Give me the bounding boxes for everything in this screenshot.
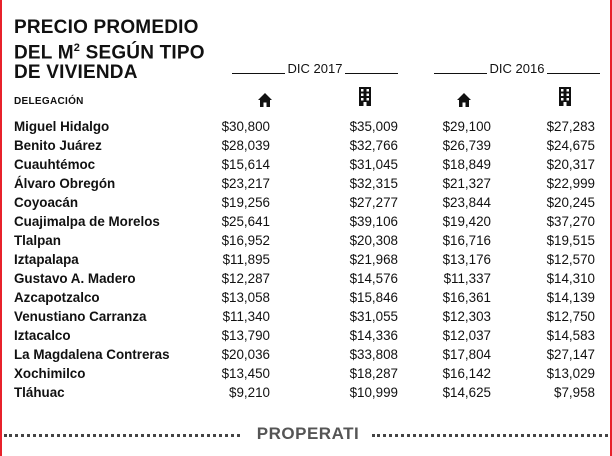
house-2016-value: $16,716 xyxy=(442,233,491,248)
price-table xyxy=(0,117,612,402)
house-2017-value: $23,217 xyxy=(221,176,270,191)
table-row xyxy=(0,269,612,288)
group-rule-left xyxy=(434,73,487,74)
title-line-1: PRECIO PROMEDIO xyxy=(14,17,199,38)
building-2017-value: $21,968 xyxy=(349,252,398,267)
row-name: Coyoacán xyxy=(14,195,78,210)
row-name: Venustiano Carranza xyxy=(14,309,147,324)
building-2016-value: $12,570 xyxy=(546,252,595,267)
house-2017-value: $11,895 xyxy=(222,252,270,267)
row-name: Benito Juárez xyxy=(14,138,102,153)
table-row xyxy=(0,345,612,364)
house-2017-value: $20,036 xyxy=(221,347,270,362)
dotted-divider-right xyxy=(372,434,608,437)
title-line-2 xyxy=(14,38,205,63)
building-2016-value: $20,245 xyxy=(546,195,595,210)
building-2016-value: $14,583 xyxy=(546,328,595,343)
house-2016-value: $12,303 xyxy=(442,309,491,324)
house-2017-value: $16,952 xyxy=(221,233,270,248)
house-2016-value: $19,420 xyxy=(442,214,491,229)
house-2017-value: $11,340 xyxy=(222,309,270,324)
title-superscript: 2 xyxy=(73,42,81,54)
building-2016-value: $14,310 xyxy=(546,271,595,286)
house-2016-value: $21,327 xyxy=(442,176,491,191)
group-label-2017: DIC 2017 xyxy=(287,61,343,76)
house-icon xyxy=(456,90,472,110)
house-2017-value: $25,641 xyxy=(221,214,270,229)
building-2016-value: $19,515 xyxy=(546,233,595,248)
building-2016-value: $20,317 xyxy=(546,157,595,172)
house-2016-value: $13,176 xyxy=(442,252,491,267)
title-line-2-suffix: SEGÚN TIPO xyxy=(80,42,205,64)
table-row xyxy=(0,364,612,383)
building-icon xyxy=(357,86,373,106)
house-2017-value: $9,210 xyxy=(229,385,270,400)
page-title xyxy=(14,18,205,83)
house-2016-value: $16,142 xyxy=(442,366,491,381)
building-2016-value: $14,139 xyxy=(546,290,595,305)
house-2017-value: $28,039 xyxy=(221,138,270,153)
row-name: Xochimilco xyxy=(14,366,86,381)
building-2017-value: $20,308 xyxy=(349,233,398,248)
table-row xyxy=(0,174,612,193)
row-name: Iztapalapa xyxy=(14,252,79,267)
house-2016-value: $29,100 xyxy=(442,119,491,134)
building-2017-value: $14,576 xyxy=(349,271,398,286)
building-2016-value: $12,750 xyxy=(546,309,595,324)
row-name: Cuajimalpa de Morelos xyxy=(14,214,160,229)
house-2016-value: $14,625 xyxy=(442,385,491,400)
building-2017-value: $32,315 xyxy=(349,176,398,191)
building-2017-value: $35,009 xyxy=(349,119,398,134)
house-2017-value: $19,256 xyxy=(221,195,270,210)
building-2016-value: $37,270 xyxy=(546,214,595,229)
table-row xyxy=(0,307,612,326)
group-rule-left xyxy=(232,73,285,74)
house-2017-value: $13,790 xyxy=(221,328,270,343)
building-2017-value: $18,287 xyxy=(349,366,398,381)
building-2017-value: $32,766 xyxy=(349,138,398,153)
row-name: Gustavo A. Madero xyxy=(14,271,136,286)
row-name: Iztacalco xyxy=(14,328,71,343)
row-name: Cuauhtémoc xyxy=(14,157,96,172)
house-2016-value: $11,337 xyxy=(443,271,491,286)
title-line-2-prefix: DEL M xyxy=(14,42,74,64)
house-2017-value: $13,058 xyxy=(221,290,270,305)
table-row xyxy=(0,326,612,345)
building-2017-value: $33,808 xyxy=(349,347,398,362)
house-2016-value: $16,361 xyxy=(442,290,491,305)
row-name: Tlalpan xyxy=(14,233,61,248)
building-2016-value: $13,029 xyxy=(546,366,595,381)
table-row xyxy=(0,155,612,174)
title-line-3: DE VIVIENDA xyxy=(14,62,138,84)
house-2017-value: $30,800 xyxy=(221,119,270,134)
table-row xyxy=(0,231,612,250)
table-row xyxy=(0,288,612,307)
house-icon xyxy=(257,90,273,110)
building-2017-value: $10,999 xyxy=(349,385,398,400)
building-2016-value: $27,147 xyxy=(546,347,595,362)
house-2016-value: $17,804 xyxy=(442,347,491,362)
group-rule-right xyxy=(345,73,398,74)
column-label-delegacion: DELEGACIÓN xyxy=(14,96,84,107)
house-2016-value: $26,739 xyxy=(442,138,491,153)
row-name: Miguel Hidalgo xyxy=(14,119,110,134)
building-2017-value: $27,277 xyxy=(349,195,398,210)
row-name: La Magdalena Contreras xyxy=(14,347,170,362)
table-row xyxy=(0,212,612,231)
building-2017-value: $14,336 xyxy=(349,328,398,343)
table-row xyxy=(0,193,612,212)
building-2017-value: $31,055 xyxy=(349,309,398,324)
house-2017-value: $15,614 xyxy=(221,157,270,172)
table-row xyxy=(0,250,612,269)
row-name: Tláhuac xyxy=(14,385,65,400)
dotted-divider-left xyxy=(4,434,240,437)
footer xyxy=(0,424,612,446)
building-2016-value: $7,958 xyxy=(554,385,595,400)
group-rule-right xyxy=(547,73,600,74)
row-name: Azcapotzalco xyxy=(14,290,100,305)
house-2017-value: $13,450 xyxy=(221,366,270,381)
house-2016-value: $18,849 xyxy=(442,157,491,172)
building-icon xyxy=(557,86,573,106)
table-row xyxy=(0,136,612,155)
row-name: Álvaro Obregón xyxy=(14,176,116,191)
group-header-2016 xyxy=(434,60,600,76)
building-2016-value: $27,283 xyxy=(546,119,595,134)
group-header-2017 xyxy=(232,60,398,76)
brand-logo: PROPERATI xyxy=(256,424,360,443)
building-2017-value: $31,045 xyxy=(349,157,398,172)
table-row xyxy=(0,117,612,136)
house-2017-value: $12,287 xyxy=(221,271,270,286)
building-2016-value: $22,999 xyxy=(546,176,595,191)
group-label-2016: DIC 2016 xyxy=(489,61,545,76)
building-2016-value: $24,675 xyxy=(546,138,595,153)
building-2017-value: $15,846 xyxy=(349,290,398,305)
house-2016-value: $12,037 xyxy=(442,328,491,343)
house-2016-value: $23,844 xyxy=(442,195,491,210)
building-2017-value: $39,106 xyxy=(349,214,398,229)
table-row xyxy=(0,383,612,402)
